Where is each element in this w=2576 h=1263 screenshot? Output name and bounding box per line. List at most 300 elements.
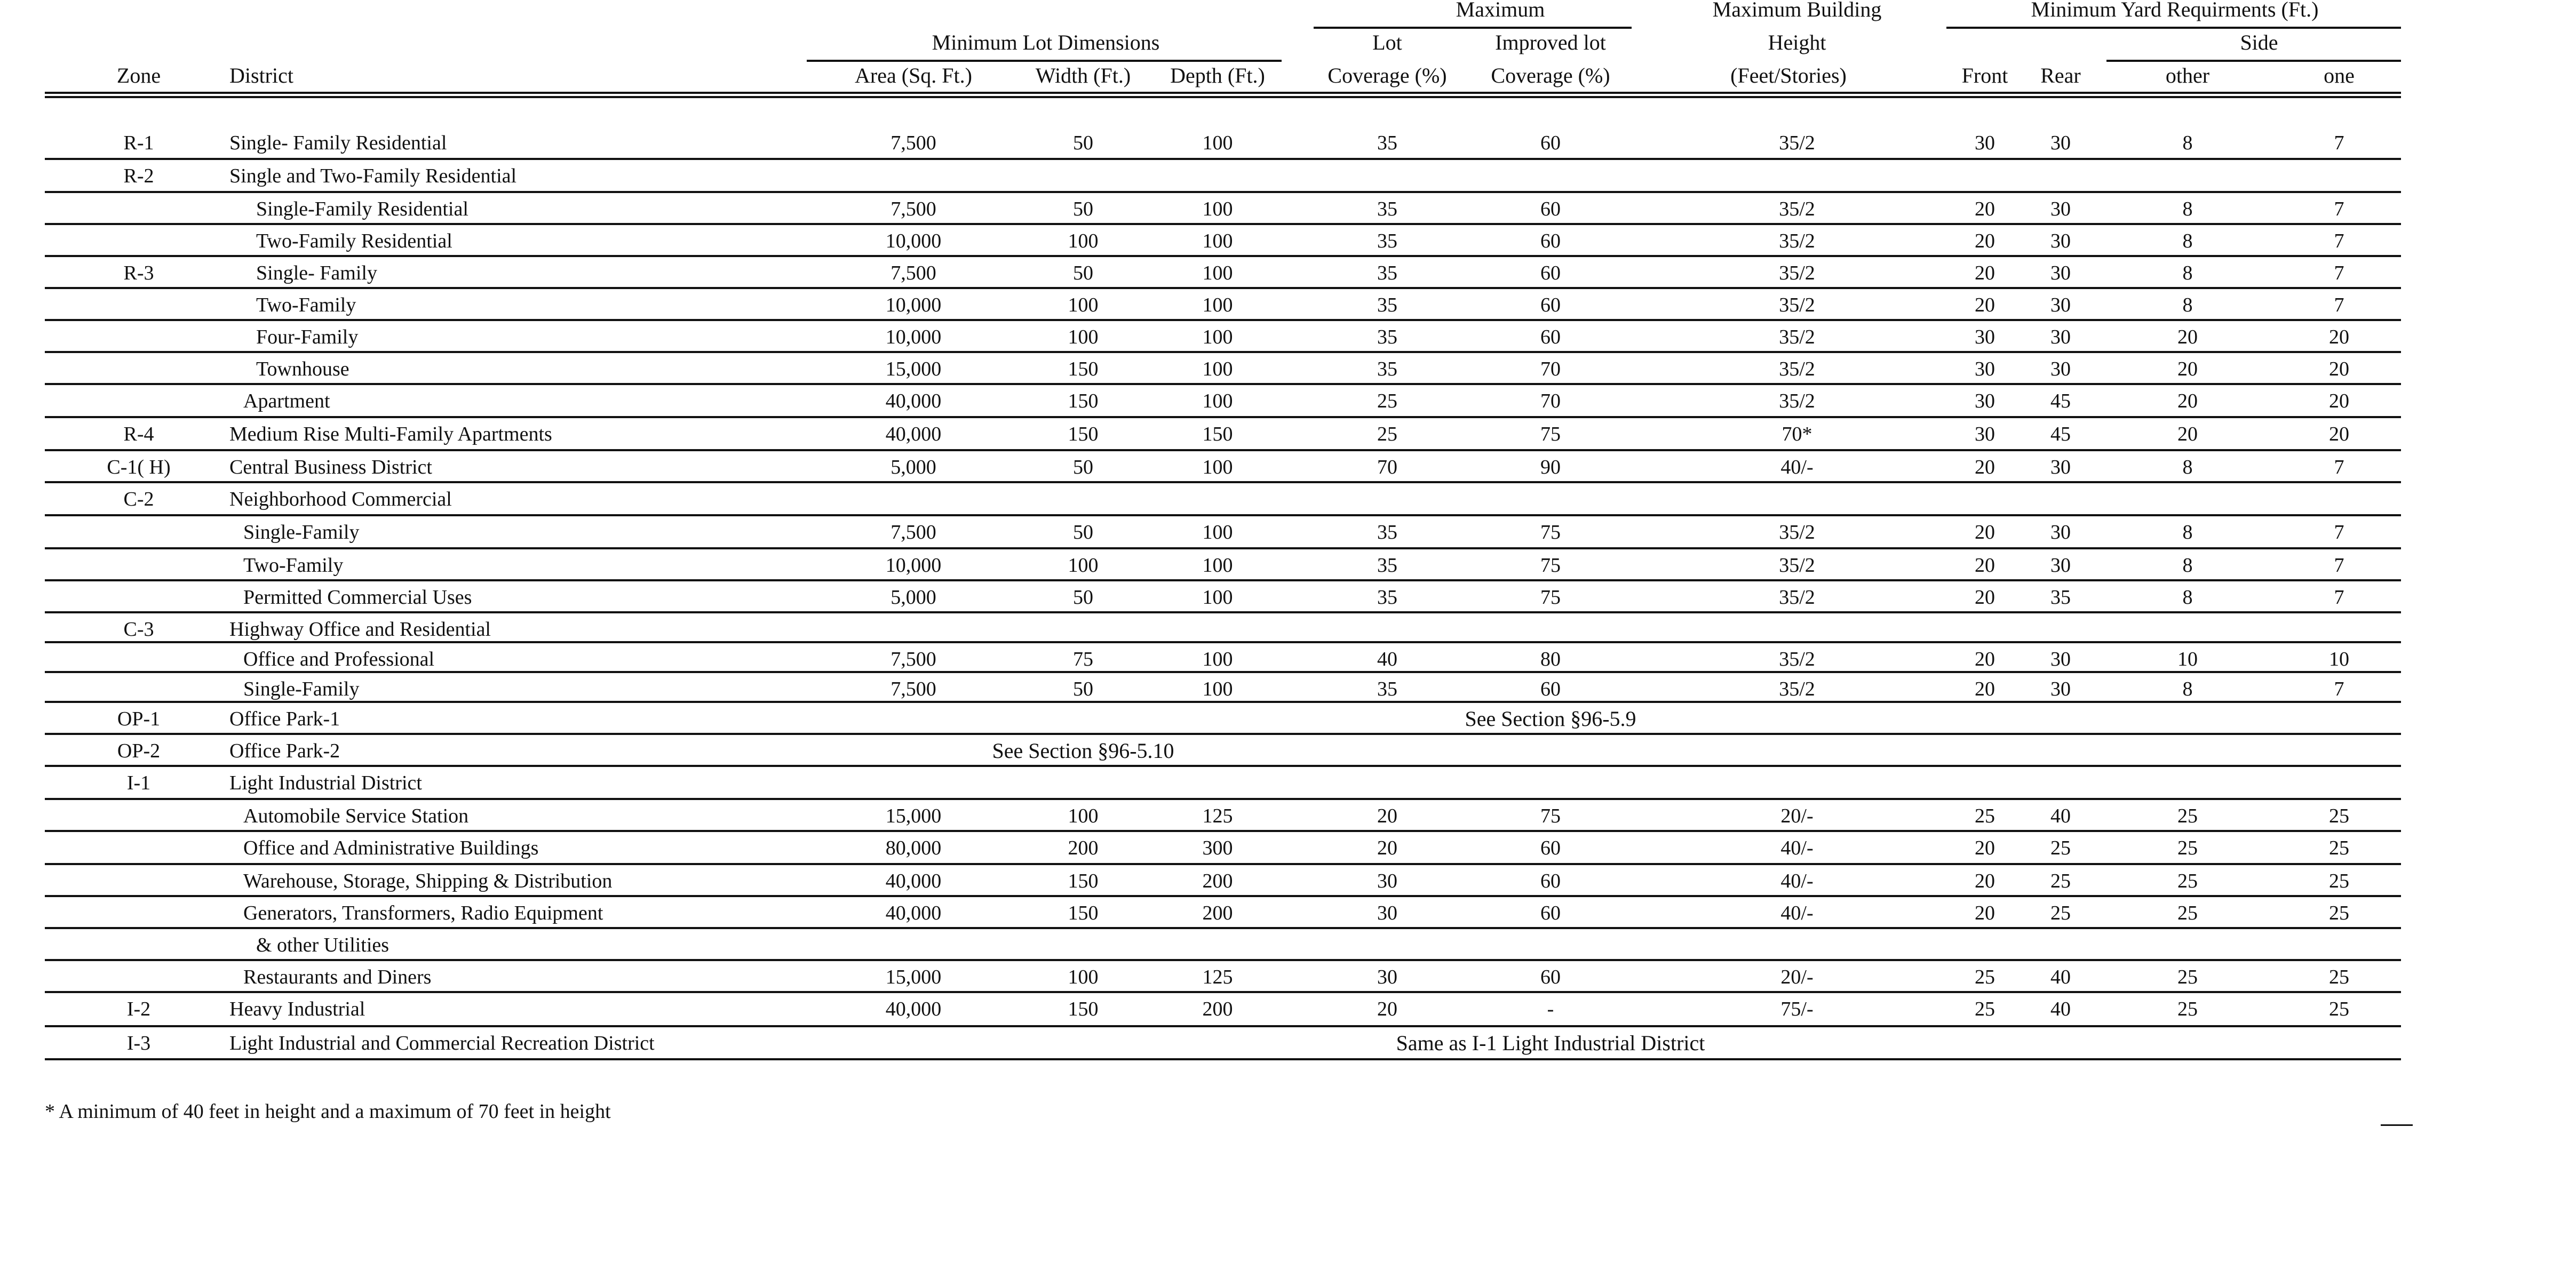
one-cell: 20 (2329, 358, 2349, 380)
other-cell: 8 (2182, 132, 2193, 154)
height-cell: 35/2 (1779, 521, 1815, 543)
footnote: * A minimum of 40 feet in height and a maximum of 70 feet in height (45, 1100, 611, 1123)
one-cell: 25 (2329, 870, 2349, 892)
row-divider (45, 449, 2401, 451)
depth-cell: 100 (1202, 648, 1233, 670)
rear-cell: 30 (2050, 648, 2071, 670)
front-cell: 20 (1975, 837, 1995, 859)
other-cell: 20 (2177, 326, 2198, 348)
lot-cell: 35 (1377, 262, 1397, 284)
front-cell: 20 (1975, 198, 1995, 220)
front-cell: 20 (1975, 230, 1995, 252)
improved-cell: - (1547, 998, 1554, 1020)
front-cell: 20 (1975, 902, 1995, 924)
row-divider (45, 223, 2401, 225)
rear-cell: 30 (2050, 132, 2071, 154)
depth-cell: 100 (1202, 456, 1233, 478)
one-cell: 7 (2334, 230, 2344, 252)
rear-cell: 30 (2050, 678, 2071, 700)
height-cell: 35/2 (1779, 326, 1815, 348)
row-divider (45, 959, 2401, 961)
other-cell: 25 (2177, 837, 2198, 859)
height-cell: 35/2 (1779, 678, 1815, 700)
improved-cell: 70 (1540, 390, 1561, 412)
area-cell: 40,000 (885, 423, 942, 445)
zone-cell: C-1( H) (107, 456, 171, 478)
district-cell: Single-Family Residential (256, 198, 468, 220)
district-cell: Two-Family (243, 554, 344, 577)
area-cell: 15,000 (885, 805, 942, 827)
row-divider (45, 191, 2401, 193)
front-cell: 30 (1975, 358, 1995, 380)
zone-cell: C-2 (123, 488, 154, 510)
maximum-group-header: Maximum (1456, 0, 1545, 21)
width-cell: 75 (1073, 648, 1093, 670)
district-cell: Medium Rise Multi-Family Apartments (229, 423, 552, 445)
row-divider (45, 416, 2401, 418)
district-cell: Single-Family (243, 521, 360, 543)
district-cell: Central Business District (229, 456, 432, 478)
area-cell: 5,000 (891, 586, 936, 609)
front-cell: 20 (1975, 262, 1995, 284)
rear-cell: 30 (2050, 554, 2071, 577)
rear-cell: 40 (2050, 966, 2071, 988)
width-cell: 200 (1068, 837, 1099, 859)
area-cell: 40,000 (885, 998, 942, 1020)
one-cell: 20 (2329, 390, 2349, 412)
height-cell: 35/2 (1779, 230, 1815, 252)
width-cell: 100 (1068, 805, 1099, 827)
improved-cell: 60 (1540, 262, 1561, 284)
height-cell: 35/2 (1779, 554, 1815, 577)
rear-cell: 30 (2050, 521, 2071, 543)
row-divider (45, 991, 2401, 993)
height-cell: 40/- (1780, 837, 1814, 859)
area-cell: 7,500 (891, 132, 936, 154)
rear-cell: 40 (2050, 805, 2071, 827)
lot-cell: 30 (1377, 902, 1397, 924)
width-cell: 50 (1073, 198, 1093, 220)
section-reference-note: See Section §96-5.9 (1465, 707, 1636, 731)
area-column-header: Area (Sq. Ft.) (855, 63, 972, 87)
one-cell: 25 (2329, 837, 2349, 859)
zone-cell: C-3 (123, 618, 154, 641)
rear-cell: 30 (2050, 326, 2071, 348)
one-cell: 25 (2329, 902, 2349, 924)
improved-cell: 75 (1540, 554, 1561, 577)
width-cell: 100 (1068, 230, 1099, 252)
one-cell: 25 (2329, 805, 2349, 827)
height-cell: 40/- (1780, 870, 1814, 892)
one-cell: 7 (2334, 132, 2344, 154)
row-divider (45, 383, 2401, 385)
rear-cell: 30 (2050, 262, 2071, 284)
min-yard-group-header: Minimum Yard Requirments (Ft.) (2031, 0, 2319, 21)
lot-coverage-header-line2: Coverage (%) (1327, 63, 1447, 87)
depth-cell: 100 (1202, 521, 1233, 543)
row-divider (45, 514, 2401, 516)
district-cell: Light Industrial District (229, 772, 422, 794)
lot-coverage-header-line1: Lot (1372, 30, 1402, 54)
width-cell: 50 (1073, 262, 1093, 284)
section-reference-note: Same as I-1 Light Industrial District (1396, 1031, 1705, 1055)
row-divider (45, 927, 2401, 929)
front-cell: 20 (1975, 294, 1995, 316)
lot-cell: 35 (1377, 586, 1397, 609)
lot-cell: 35 (1377, 678, 1397, 700)
district-cell: Single and Two-Family Residential (229, 165, 517, 187)
width-cell: 50 (1073, 521, 1093, 543)
front-cell: 25 (1975, 998, 1995, 1020)
other-cell: 8 (2182, 678, 2193, 700)
lot-dimensions-group-header: Minimum Lot Dimensions (932, 30, 1160, 54)
height-cell: 35/2 (1779, 586, 1815, 609)
improved-cell: 75 (1540, 423, 1561, 445)
one-cell: 7 (2334, 456, 2344, 478)
rear-cell: 30 (2050, 198, 2071, 220)
height-cell: 75/- (1780, 998, 1814, 1020)
max-building-height-header: Maximum Building (1712, 0, 1882, 21)
other-cell: 8 (2182, 294, 2193, 316)
zone-cell: OP-1 (117, 708, 161, 730)
lot-cell: 35 (1377, 132, 1397, 154)
rear-cell: 25 (2050, 902, 2071, 924)
zone-cell: R-4 (123, 423, 154, 445)
depth-cell: 125 (1202, 966, 1233, 988)
improved-cell: 60 (1540, 870, 1561, 892)
district-cell: Permitted Commercial Uses (243, 586, 472, 609)
rear-cell: 30 (2050, 294, 2071, 316)
front-cell: 20 (1975, 521, 1995, 543)
front-cell: 20 (1975, 648, 1995, 670)
rear-cell: 30 (2050, 456, 2071, 478)
district-cell: Townhouse (256, 358, 349, 380)
one-cell: 10 (2329, 648, 2349, 670)
district-cell: Light Industrial and Commercial Recreation District (229, 1032, 655, 1054)
depth-cell: 100 (1202, 132, 1233, 154)
row-divider (45, 671, 2401, 673)
front-cell: 30 (1975, 423, 1995, 445)
lot-cell: 25 (1377, 390, 1397, 412)
width-cell: 50 (1073, 456, 1093, 478)
rear-cell: 35 (2050, 586, 2071, 609)
improved-cell: 75 (1540, 586, 1561, 609)
one-cell: 7 (2334, 294, 2344, 316)
area-cell: 40,000 (885, 870, 942, 892)
lot-cell: 35 (1377, 198, 1397, 220)
other-cell: 20 (2177, 358, 2198, 380)
other-cell: 10 (2177, 648, 2198, 670)
depth-cell: 150 (1202, 423, 1233, 445)
row-divider (45, 255, 2401, 257)
height-cell: 40/- (1780, 456, 1814, 478)
lot-cell: 35 (1377, 554, 1397, 577)
lot-cell: 30 (1377, 870, 1397, 892)
improved-cell: 60 (1540, 966, 1561, 988)
district-cell: Office Park-1 (229, 708, 340, 730)
height-cell: 35/2 (1779, 198, 1815, 220)
front-cell: 20 (1975, 586, 1995, 609)
improved-cell: 60 (1540, 326, 1561, 348)
front-cell: 25 (1975, 805, 1995, 827)
height-cell: 35/2 (1779, 358, 1815, 380)
height-cell: 35/2 (1779, 390, 1815, 412)
depth-cell: 100 (1202, 262, 1233, 284)
lot-cell: 20 (1377, 837, 1397, 859)
zone-cell: I-1 (126, 772, 151, 794)
height-cell: 35/2 (1779, 648, 1815, 670)
lot-cell: 35 (1377, 294, 1397, 316)
other-cell: 8 (2182, 262, 2193, 284)
height-cell: 35/2 (1779, 132, 1815, 154)
area-cell: 15,000 (885, 966, 942, 988)
row-divider (45, 547, 2401, 549)
depth-cell: 100 (1202, 326, 1233, 348)
area-cell: 7,500 (891, 521, 936, 543)
zone-cell: R-1 (123, 132, 154, 154)
one-cell: 20 (2329, 326, 2349, 348)
row-divider (45, 701, 2401, 703)
row-divider (45, 319, 2401, 321)
rear-cell: 30 (2050, 358, 2071, 380)
width-cell: 100 (1068, 966, 1099, 988)
row-divider (45, 895, 2401, 897)
rear-cell: 30 (2050, 230, 2071, 252)
district-cell: Four-Family (256, 326, 359, 348)
improved-cell: 75 (1540, 521, 1561, 543)
district-cell: Restaurants and Diners (243, 966, 432, 988)
front-cell: 25 (1975, 966, 1995, 988)
area-cell: 10,000 (885, 294, 942, 316)
area-cell: 7,500 (891, 262, 936, 284)
rear-cell: 25 (2050, 870, 2071, 892)
district-cell: Automobile Service Station (243, 805, 469, 827)
width-column-header: Width (Ft.) (1035, 63, 1131, 87)
width-cell: 150 (1068, 870, 1099, 892)
rear-cell: 40 (2050, 998, 2071, 1020)
area-cell: 7,500 (891, 648, 936, 670)
height-header-line2: Height (1768, 30, 1826, 54)
rear-cell: 45 (2050, 390, 2071, 412)
improved-cell: 60 (1540, 230, 1561, 252)
district-column-header: District (229, 63, 293, 87)
area-cell: 7,500 (891, 198, 936, 220)
area-cell: 15,000 (885, 358, 942, 380)
row-divider (45, 351, 2401, 353)
zone-column-header: Zone (116, 63, 161, 87)
width-cell: 150 (1068, 358, 1099, 380)
other-cell: 25 (2177, 966, 2198, 988)
width-cell: 50 (1073, 132, 1093, 154)
depth-cell: 100 (1202, 678, 1233, 700)
height-cell: 40/- (1780, 902, 1814, 924)
zone-cell: I-3 (126, 1032, 151, 1054)
row-divider (45, 641, 2401, 643)
depth-column-header: Depth (Ft.) (1170, 63, 1265, 87)
side-other-column-header: other (2165, 63, 2210, 87)
front-cell: 20 (1975, 678, 1995, 700)
other-cell: 8 (2182, 456, 2193, 478)
district-cell: Generators, Transformers, Radio Equipment (243, 902, 603, 924)
other-cell: 25 (2177, 805, 2198, 827)
zone-cell: OP-2 (117, 740, 161, 762)
other-cell: 25 (2177, 870, 2198, 892)
row-divider (45, 158, 2401, 160)
section-reference-note: See Section §96-5.10 (992, 739, 1174, 763)
district-cell: Neighborhood Commercial (229, 488, 452, 510)
page-edge-dash (2381, 1124, 2413, 1126)
one-cell: 7 (2334, 678, 2344, 700)
other-cell: 20 (2177, 390, 2198, 412)
one-cell: 20 (2329, 423, 2349, 445)
height-cell: 20/- (1780, 966, 1814, 988)
improved-cell: 60 (1540, 837, 1561, 859)
district-cell: Single-Family (243, 678, 360, 700)
lot-cell: 35 (1377, 521, 1397, 543)
width-cell: 150 (1068, 390, 1099, 412)
width-cell: 100 (1068, 326, 1099, 348)
rear-yard-column-header: Rear (2040, 63, 2081, 87)
area-cell: 5,000 (891, 456, 936, 478)
row-divider (45, 579, 2401, 581)
zone-cell: R-2 (123, 165, 154, 187)
area-cell: 40,000 (885, 390, 942, 412)
improved-cell: 60 (1540, 198, 1561, 220)
one-cell: 25 (2329, 966, 2349, 988)
area-cell: 10,000 (885, 326, 942, 348)
one-cell: 7 (2334, 198, 2344, 220)
district-cell: Office Park-2 (229, 740, 340, 762)
front-cell: 30 (1975, 326, 1995, 348)
zone-cell: R-3 (123, 262, 154, 284)
height-header-line3: (Feet/Stories) (1730, 63, 1847, 87)
lot-cell: 25 (1377, 423, 1397, 445)
area-cell: 40,000 (885, 902, 942, 924)
row-divider (45, 830, 2401, 832)
improved-cell: 60 (1540, 132, 1561, 154)
row-divider (45, 287, 2401, 289)
depth-cell: 100 (1202, 198, 1233, 220)
row-divider (45, 765, 2401, 767)
district-cell: Office and Professional (243, 648, 435, 670)
one-cell: 25 (2329, 998, 2349, 1020)
improved-cell: 70 (1540, 358, 1561, 380)
depth-cell: 200 (1202, 870, 1233, 892)
height-cell: 20/- (1780, 805, 1814, 827)
height-cell: 70* (1782, 423, 1812, 445)
improved-coverage-header-line1: Improved lot (1495, 30, 1606, 54)
lot-cell: 35 (1377, 326, 1397, 348)
lot-cell: 20 (1377, 805, 1397, 827)
front-cell: 30 (1975, 390, 1995, 412)
depth-cell: 200 (1202, 998, 1233, 1020)
row-divider (45, 1058, 2401, 1060)
rear-cell: 45 (2050, 423, 2071, 445)
one-cell: 7 (2334, 262, 2344, 284)
district-cell: Single- Family (256, 262, 377, 284)
one-cell: 7 (2334, 521, 2344, 543)
width-cell: 150 (1068, 998, 1099, 1020)
front-cell: 20 (1975, 554, 1995, 577)
area-cell: 80,000 (885, 837, 942, 859)
district-cell: Two-Family (256, 294, 356, 316)
improved-cell: 60 (1540, 902, 1561, 924)
area-cell: 10,000 (885, 554, 942, 577)
row-divider (45, 798, 2401, 800)
district-cell: Two-Family Residential (256, 230, 452, 252)
other-cell: 8 (2182, 586, 2193, 609)
lot-cell: 20 (1377, 998, 1397, 1020)
front-cell: 20 (1975, 870, 1995, 892)
other-cell: 8 (2182, 198, 2193, 220)
width-cell: 50 (1073, 678, 1093, 700)
lot-cell: 70 (1377, 456, 1397, 478)
other-cell: 8 (2182, 521, 2193, 543)
width-cell: 150 (1068, 423, 1099, 445)
zone-cell: I-2 (126, 998, 151, 1020)
width-cell: 150 (1068, 902, 1099, 924)
district-cell: Office and Administrative Buildings (243, 837, 539, 859)
rear-cell: 25 (2050, 837, 2071, 859)
width-cell: 50 (1073, 586, 1093, 609)
other-cell: 20 (2177, 423, 2198, 445)
row-divider (45, 611, 2401, 613)
other-cell: 25 (2177, 998, 2198, 1020)
improved-cell: 75 (1540, 805, 1561, 827)
lot-cell: 40 (1377, 648, 1397, 670)
height-cell: 35/2 (1779, 294, 1815, 316)
district-cell: Single- Family Residential (229, 132, 447, 154)
front-cell: 30 (1975, 132, 1995, 154)
one-cell: 7 (2334, 586, 2344, 609)
lot-cell: 30 (1377, 966, 1397, 988)
depth-cell: 300 (1202, 837, 1233, 859)
district-cell: Heavy Industrial (229, 998, 365, 1020)
side-one-column-header: one (2324, 63, 2355, 87)
improved-cell: 90 (1540, 456, 1561, 478)
improved-cell: 60 (1540, 294, 1561, 316)
improved-coverage-header-line2: Coverage (%) (1491, 63, 1610, 87)
front-yard-column-header: Front (1961, 63, 2008, 87)
row-divider (45, 481, 2401, 483)
width-cell: 100 (1068, 294, 1099, 316)
improved-cell: 60 (1540, 678, 1561, 700)
side-group-header: Side (2240, 30, 2278, 54)
improved-cell: 80 (1540, 648, 1561, 670)
front-cell: 20 (1975, 456, 1995, 478)
lot-cell: 35 (1377, 358, 1397, 380)
depth-cell: 100 (1202, 586, 1233, 609)
depth-cell: 100 (1202, 358, 1233, 380)
district-cell: Apartment (243, 390, 330, 412)
district-cell: Warehouse, Storage, Shipping & Distribution (243, 870, 613, 892)
width-cell: 100 (1068, 554, 1099, 577)
row-divider (45, 1025, 2401, 1027)
row-divider (45, 863, 2401, 865)
depth-cell: 125 (1202, 805, 1233, 827)
row-divider (45, 733, 2401, 735)
lot-cell: 35 (1377, 230, 1397, 252)
depth-cell: 100 (1202, 230, 1233, 252)
one-cell: 7 (2334, 554, 2344, 577)
district-cell: & other Utilities (256, 934, 389, 956)
depth-cell: 100 (1202, 294, 1233, 316)
other-cell: 8 (2182, 554, 2193, 577)
area-cell: 7,500 (891, 678, 936, 700)
other-cell: 25 (2177, 902, 2198, 924)
depth-cell: 100 (1202, 390, 1233, 412)
height-cell: 35/2 (1779, 262, 1815, 284)
